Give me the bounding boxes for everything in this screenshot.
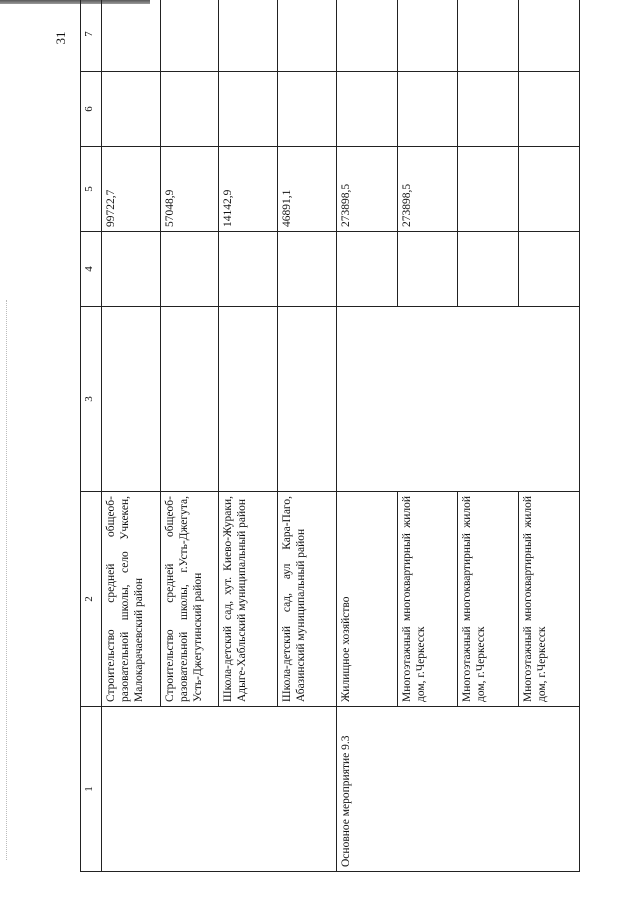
- cell-col3: [219, 307, 278, 492]
- cell-col6: [160, 72, 219, 147]
- cell-amount: [519, 147, 580, 232]
- cell-col3: [160, 307, 219, 492]
- cell-col6: [102, 72, 161, 147]
- cell-col7: [278, 0, 337, 72]
- cell-object: Строительство средней общеобразовательной школы, г.Усть-Джегута, Усть-Джегутинский район: [160, 492, 219, 707]
- program-table: [80, 0, 580, 872]
- cell-col6: [458, 72, 519, 147]
- cell-col6: [397, 72, 458, 147]
- cell-amount: 46891,1: [278, 147, 337, 232]
- cell-col7: [160, 0, 219, 72]
- cell-col6: [219, 72, 278, 147]
- header-row: [81, 0, 102, 872]
- col-header-1: 1: [81, 707, 102, 872]
- cell-col4: [519, 232, 580, 307]
- cell-col4: [102, 232, 161, 307]
- cell-col7: [397, 0, 458, 72]
- cell-col4: [336, 232, 397, 307]
- col-header-7: 7: [81, 0, 102, 72]
- page-number: 31: [53, 31, 68, 45]
- cell-col4: [458, 232, 519, 307]
- cell-col6: [336, 72, 397, 147]
- cell-col7: [219, 0, 278, 72]
- cell-col4: [160, 232, 219, 307]
- cell-object: Школа-детский сад, аул Кара-Паго, Абазинский муниципальный район: [278, 492, 337, 707]
- cell-col6: [519, 72, 580, 147]
- col-header-5: 5: [81, 147, 102, 232]
- cell-amount: 273898,5: [336, 147, 397, 232]
- cell-col7: [336, 0, 397, 72]
- cell-amount: 273898,5: [397, 147, 458, 232]
- cell-object: Школа-детский сад, хут. Киево-Жураки, Адыге-Хабльский муниципальный район: [219, 492, 278, 707]
- col-header-6: 6: [81, 72, 102, 147]
- col-header-3: 3: [81, 307, 102, 492]
- cell-col7: [458, 0, 519, 72]
- scan-margin-artifact: [6, 300, 9, 860]
- cell-col3: [278, 307, 337, 492]
- cell-col4: [397, 232, 458, 307]
- cell-col4: [219, 232, 278, 307]
- cell-amount: [458, 147, 519, 232]
- cell-amount: 99722,7: [102, 147, 161, 232]
- table-row: [102, 0, 161, 872]
- cell-object: Строительство средней общеобразовательной школы, село Учкекен, Малокарачаевский район: [102, 492, 161, 707]
- col-header-2: 2: [81, 492, 102, 707]
- cell-amount: 57048,9: [160, 147, 219, 232]
- cell-object: Многоэтажный многоквартирный жилой дом, г.Черкесск: [397, 492, 458, 707]
- cell-object: Жилищное хозяйство: [336, 492, 397, 707]
- col-header-4: 4: [81, 232, 102, 307]
- cell-object: Многоэтажный многоквартирный жилой дом, г.Черкесск: [458, 492, 519, 707]
- cell-amount: 14142,9: [219, 147, 278, 232]
- cell-col3: [102, 307, 161, 492]
- table-row: [336, 0, 397, 872]
- cell-object: Многоэтажный многоквартирный жилой дом, г.Черкесск: [519, 492, 580, 707]
- cell-col6: [278, 72, 337, 147]
- cell-col7: [519, 0, 580, 72]
- rotated-document: [80, 32, 580, 872]
- cell-activity: Основное мероприятие 9.3: [336, 707, 579, 872]
- cell-col3: [336, 307, 579, 492]
- cell-col7: [102, 0, 161, 72]
- cell-col4: [278, 232, 337, 307]
- cell-activity: [102, 707, 337, 872]
